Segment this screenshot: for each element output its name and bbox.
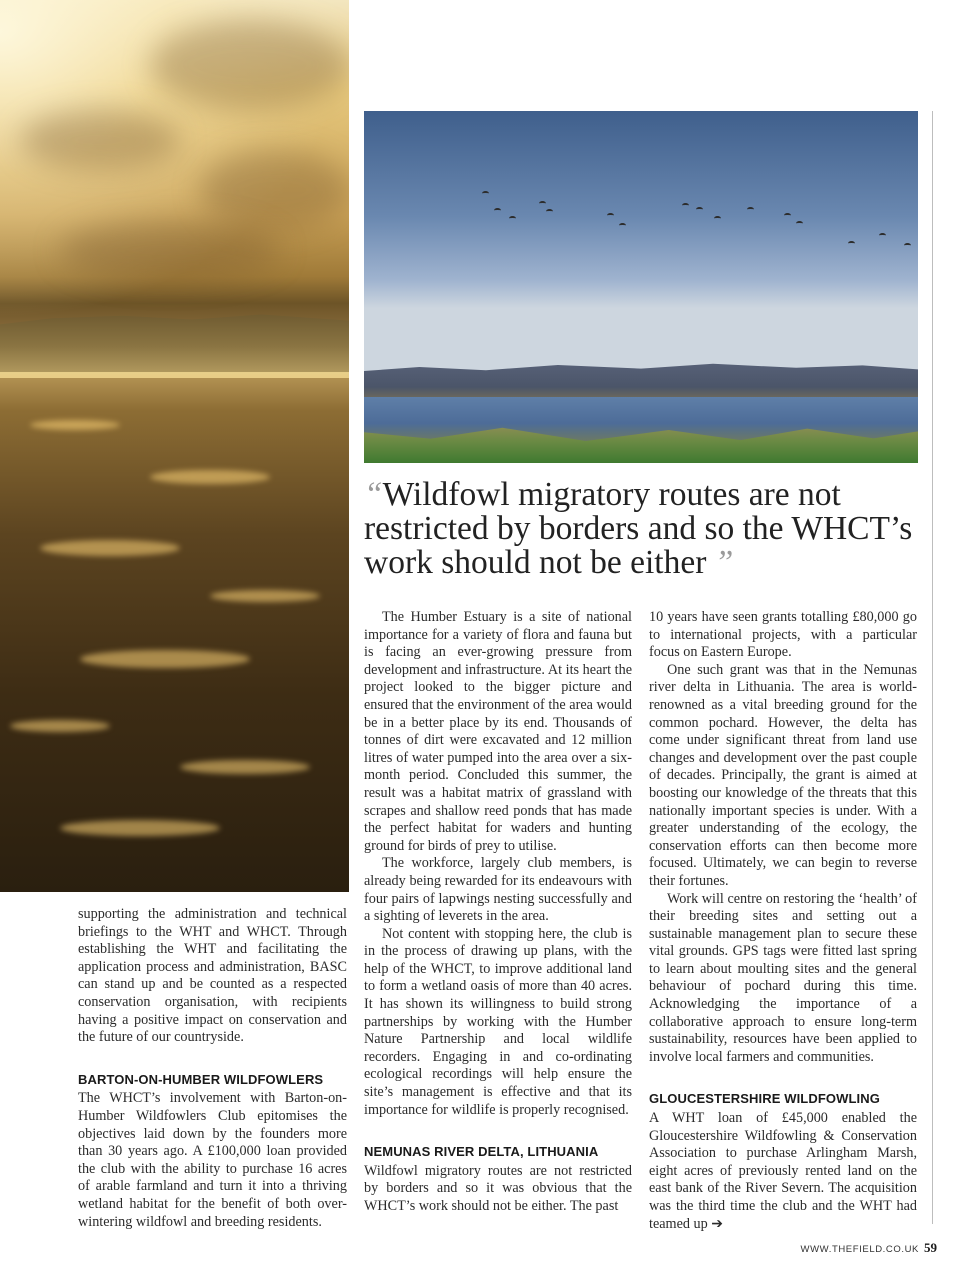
paragraph: The Humber Estuary is a site of national importance for a variety of flora and fauna but is facing an ever-growing pressure from development and infrastructure. At its heart the project looked to the bigger picture and ensured that the environment of the area would be in a better place by its end. Thousands of tonnes of dirt were excavated and 12 million litres of water pumped into the area over a six-month period. Concluded this summer, the result was a habitat matrix of grassland with scrapes and shallow reed ponds that has made the perfect habitat for waders and hunting ground for birds of prey to utilise. (364, 609, 632, 854)
article-column-2 (364, 609, 632, 1216)
page-number: 59 (924, 1240, 937, 1255)
paragraph: The workforce, largely club members, is already being rewarded for its endeavours with four pairs of lapwings nesting successfully and a sighting of leverets in the area. (364, 855, 632, 925)
bird (784, 213, 791, 218)
article-column-1 (78, 906, 347, 1231)
column-divider (932, 111, 933, 1224)
distant-shoreline (0, 312, 349, 374)
section-heading: GLOUCESTERSHIRE WILDFOWLING (649, 1091, 880, 1107)
paragraph: Not content with stopping here, the club is in the process of drawing up plans, with the help of the WHCT, to improve additional land to form a wetland oasis of more than 40 acres. It has shown its willingness to build strong partnerships by working with the Humber Nature Partnership and local wildlife recorders. Engaging in and co-ordinating ecological recordings will help ensure the site’s management is effective and that its importance for wildlife is properly recognised. (364, 925, 632, 1118)
pull-quote (364, 478, 924, 580)
paragraph: 10 years have seen grants totalling £80,000 go to international projects, with a particular focus on Eastern Europe. (649, 609, 917, 661)
paragraph: The WHCT’s involvement with Barton-on-Humber Wildfowlers Club epitomises the objectives laid down by the founders more than 30 years ago. A £100,000 loan provided the club with the ability to purchase 16 acres of arable farmland and turn it into a thriving wetland habitat for the benefit of both over-wintering wildfowl and breeding residents. (78, 1090, 347, 1230)
bird (494, 208, 501, 213)
page-footer (700, 1240, 937, 1256)
continue-arrow-icon: ➔ (711, 1215, 724, 1232)
paragraph: Wildfowl migratory routes are not restricted by borders and so it was obvious that the WHCT’s work should not be either. The past (364, 1162, 632, 1214)
cloud (150, 20, 349, 110)
cloud (200, 150, 349, 230)
water-glint (80, 650, 250, 668)
paragraph (649, 1110, 917, 1233)
horizon-glow (0, 372, 349, 378)
bird (879, 233, 886, 238)
section-heading: BARTON-ON-HUMBER WILDFOWLERS (78, 1071, 324, 1087)
water-glint (60, 820, 220, 836)
bird (696, 207, 703, 212)
estuary-sunset-photo (0, 0, 349, 892)
bird (607, 213, 614, 218)
bird (682, 203, 689, 208)
distant-treeline (364, 359, 918, 399)
water-glint (40, 540, 180, 556)
bird (796, 221, 803, 226)
paragraph: Work will centre on restoring the ‘health’ of their breeding sites and setting out a sustainable management plan to secure these vital grounds. GPS tags were fitted last spring to learn about moulting sites and the general behaviour of pochard during this time. Acknowledging the importance of a collaborative approach to ensure long-term sustainability, resources have been applied to involve local farmers and communities. (649, 890, 917, 1065)
bird (539, 201, 546, 206)
cloud (60, 220, 280, 280)
water-glint (150, 470, 270, 484)
bird (482, 191, 489, 196)
open-quote-mark: “ (364, 476, 383, 513)
paragraph-text: A WHT loan of £45,000 enabled the Gloucestershire Wildfowling & Conservation Association to purchase Arlingham Marsh, eight acres of previously rented land on the east bank of the River Severn. The acquisition was the third time the club and the WHT had teamed up (649, 1110, 917, 1232)
bird (714, 216, 721, 221)
close-quote-mark: ” (714, 544, 734, 581)
pull-quote-text: Wildfowl migratory routes are not restricted by borders and so the WHCT’s work should not be either (364, 476, 913, 581)
wetland-birds-photo (364, 111, 918, 463)
cloud (20, 110, 180, 170)
section-heading: NEMUNAS RIVER DELTA, LITHUANIA (364, 1144, 599, 1160)
bird (904, 243, 911, 248)
water-glint (30, 420, 120, 430)
bird (619, 223, 626, 228)
article-column-3 (649, 609, 917, 1233)
bird (509, 216, 516, 221)
water-glint (210, 590, 320, 602)
paragraph: One such grant was that in the Nemunas river delta in Lithuania. The area is world-renowned as a vital breeding ground for the common pochard. However, the delta has come under significant threat from land use changes and development over the past couple of decades. Principally, the grant is aimed at boosting our knowledge of the threats that this nationally important species is under. With a greater understanding of the ecology, the conservation efforts can then become more focused. Ultimately, we can begin to reverse their fortunes. (649, 661, 917, 889)
bird (747, 207, 754, 212)
water-glint (180, 760, 310, 774)
water-glint (10, 720, 110, 732)
bird (848, 241, 855, 246)
bird (546, 209, 553, 214)
website-url: WWW.THEFIELD.CO.UK (800, 1244, 919, 1255)
paragraph: supporting the administration and technical briefings to the WHT and WHCT. Through establishing the WHT and facilitating the application process and administration, BASC can stand up and be counted as a respected conservation organisation, with recipients having a positive impact on conservation and the future of our countryside. (78, 906, 347, 1046)
